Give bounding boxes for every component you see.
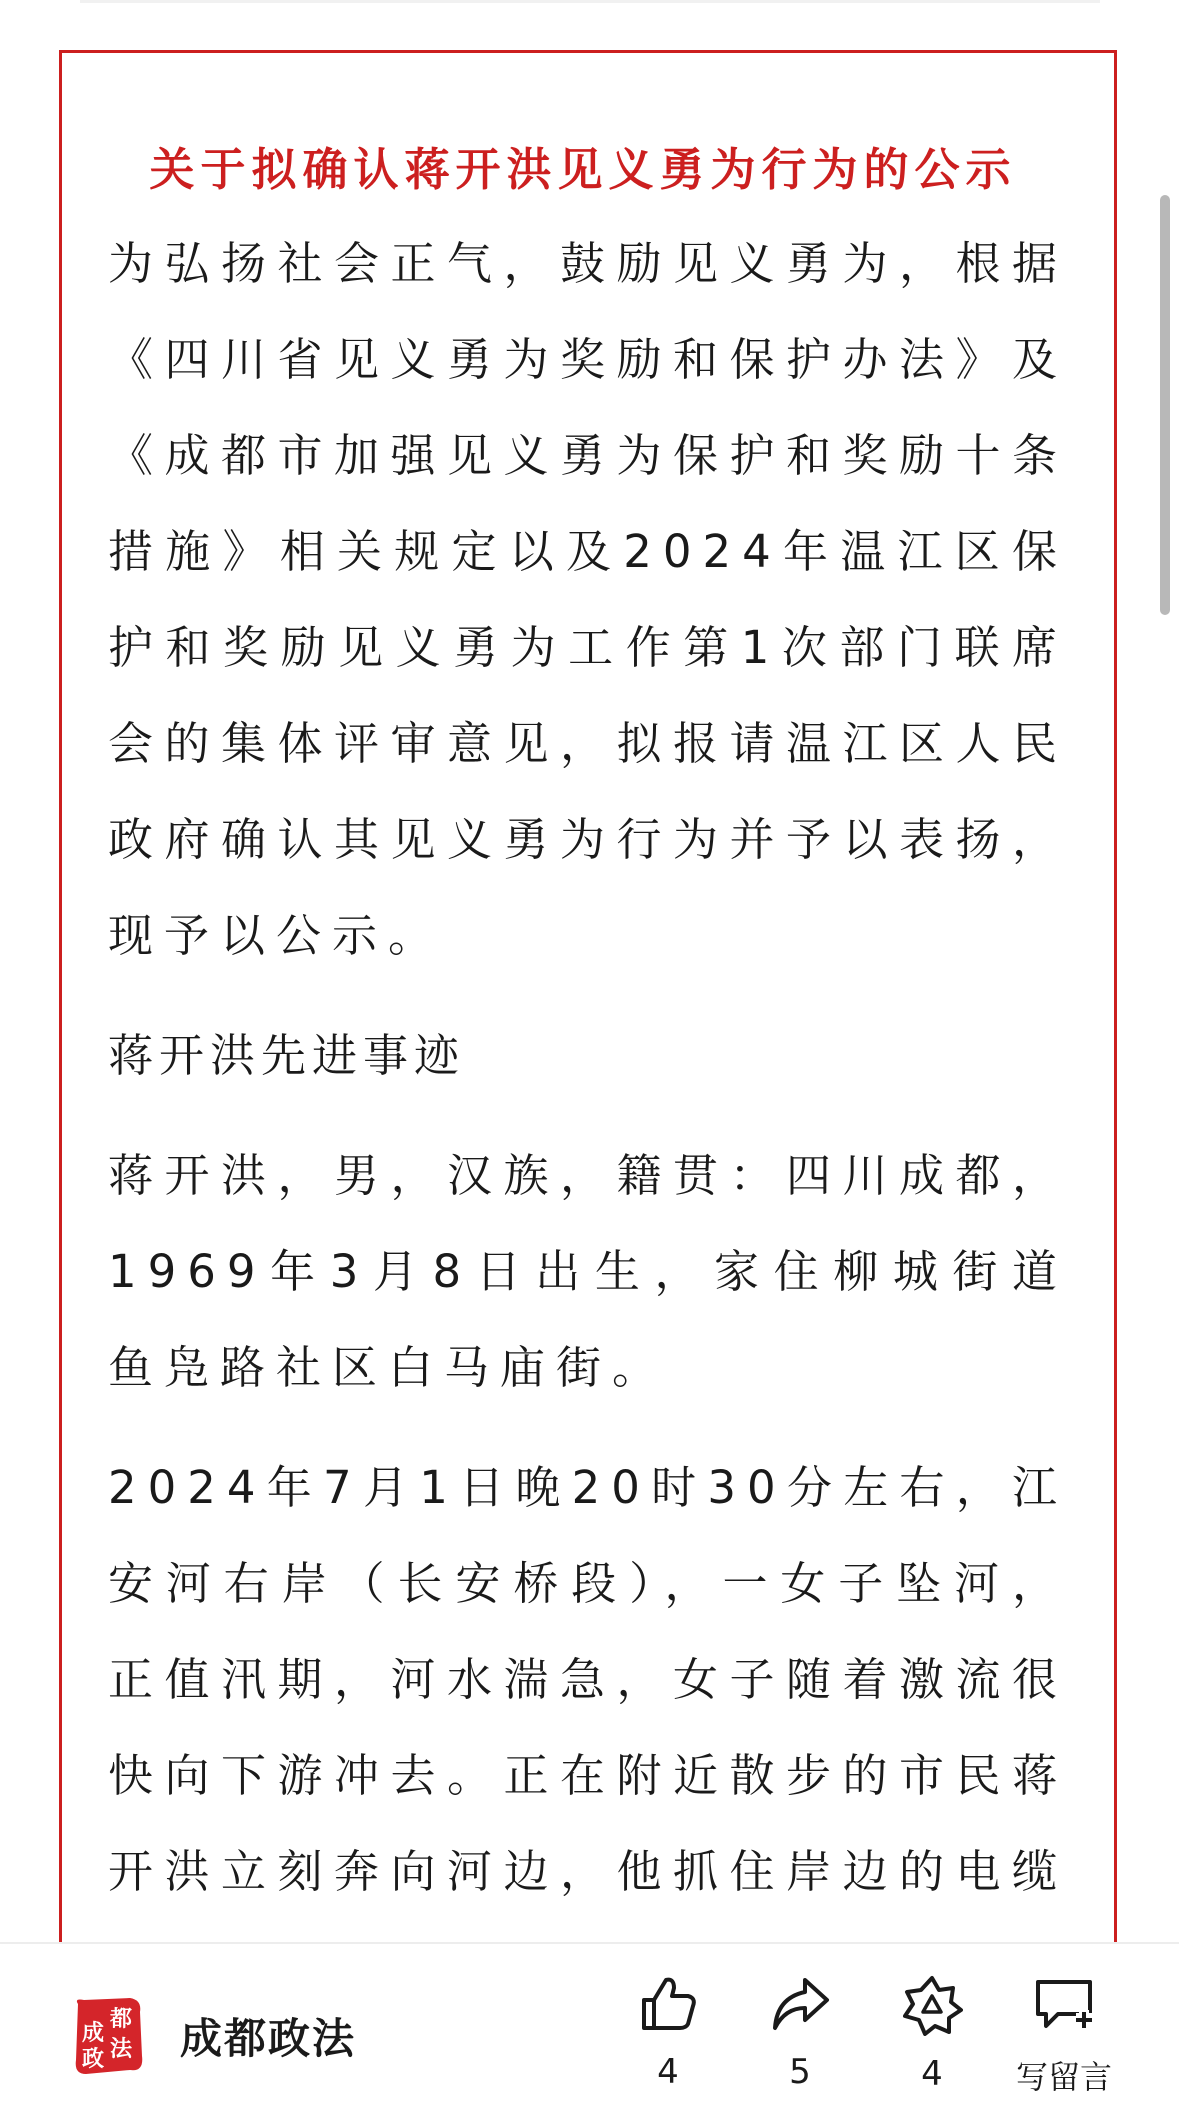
svg-text:法: 法 (110, 2036, 133, 2062)
article-content (108, 130, 1068, 2040)
article-title: 关于拟确认蒋开洪见义勇为行为的公示 (149, 143, 1017, 196)
star-badge-icon (901, 1974, 963, 2036)
svg-text:政: 政 (82, 2046, 105, 2072)
share-count: 5 (789, 2052, 811, 2092)
account-logo[interactable] (70, 1994, 146, 2076)
write-comment-label: 写留言 (1015, 2058, 1112, 2096)
recommend-count: 4 (921, 2054, 943, 2094)
like-button[interactable] (603, 1974, 733, 2092)
write-comment-button[interactable] (998, 1974, 1130, 2098)
comment-plus-icon (1032, 1974, 1096, 2034)
article-subheading: 蒋开洪先进事迹 (108, 1029, 466, 1082)
article-paragraph-intro: 为弘扬社会正气，鼓励见义勇为，根据《四川省见义勇为奖励和保护办法》及《成都市加强见义勇为保护和奖励十条措施》相关规定以及2024年温江区保护和奖励见义勇为工作第1次部门联席会的集体评审意见，拟报请温江区人民政府确认其见义勇为行为并予以表扬，现予以公示。 (108, 237, 1068, 962)
share-arrow-icon (769, 1974, 831, 2034)
account-name[interactable]: 成都政法 (180, 2014, 357, 2063)
recommend-button[interactable] (867, 1974, 997, 2094)
like-count: 4 (657, 2052, 679, 2092)
share-button[interactable] (735, 1974, 865, 2092)
vertical-scrollbar[interactable] (1160, 195, 1170, 615)
thumbs-up-icon (638, 1974, 698, 2034)
article-paragraph-event: 2024年7月1日晚20时30分左右，江安河右岸（长安桥段），一女子坠河，正值汛期，河水湍急，女子随着激流很快向下游冲去。正在附近散步的市民蒋开洪立刻奔向河边，他抓住岸边的电缆 (108, 1461, 1068, 1898)
article-paragraph-profile: 蒋开洪，男，汉族，籍贯：四川成都，1969年3月8日出生，家住柳城街道鱼凫路社区白马庙街。 (108, 1149, 1068, 1394)
seal-logo-icon (70, 1994, 146, 2076)
bottom-action-bar (0, 1942, 1179, 2112)
svg-text:都: 都 (110, 2006, 133, 2032)
svg-text:成: 成 (82, 2020, 105, 2046)
top-divider (80, 0, 1100, 3)
